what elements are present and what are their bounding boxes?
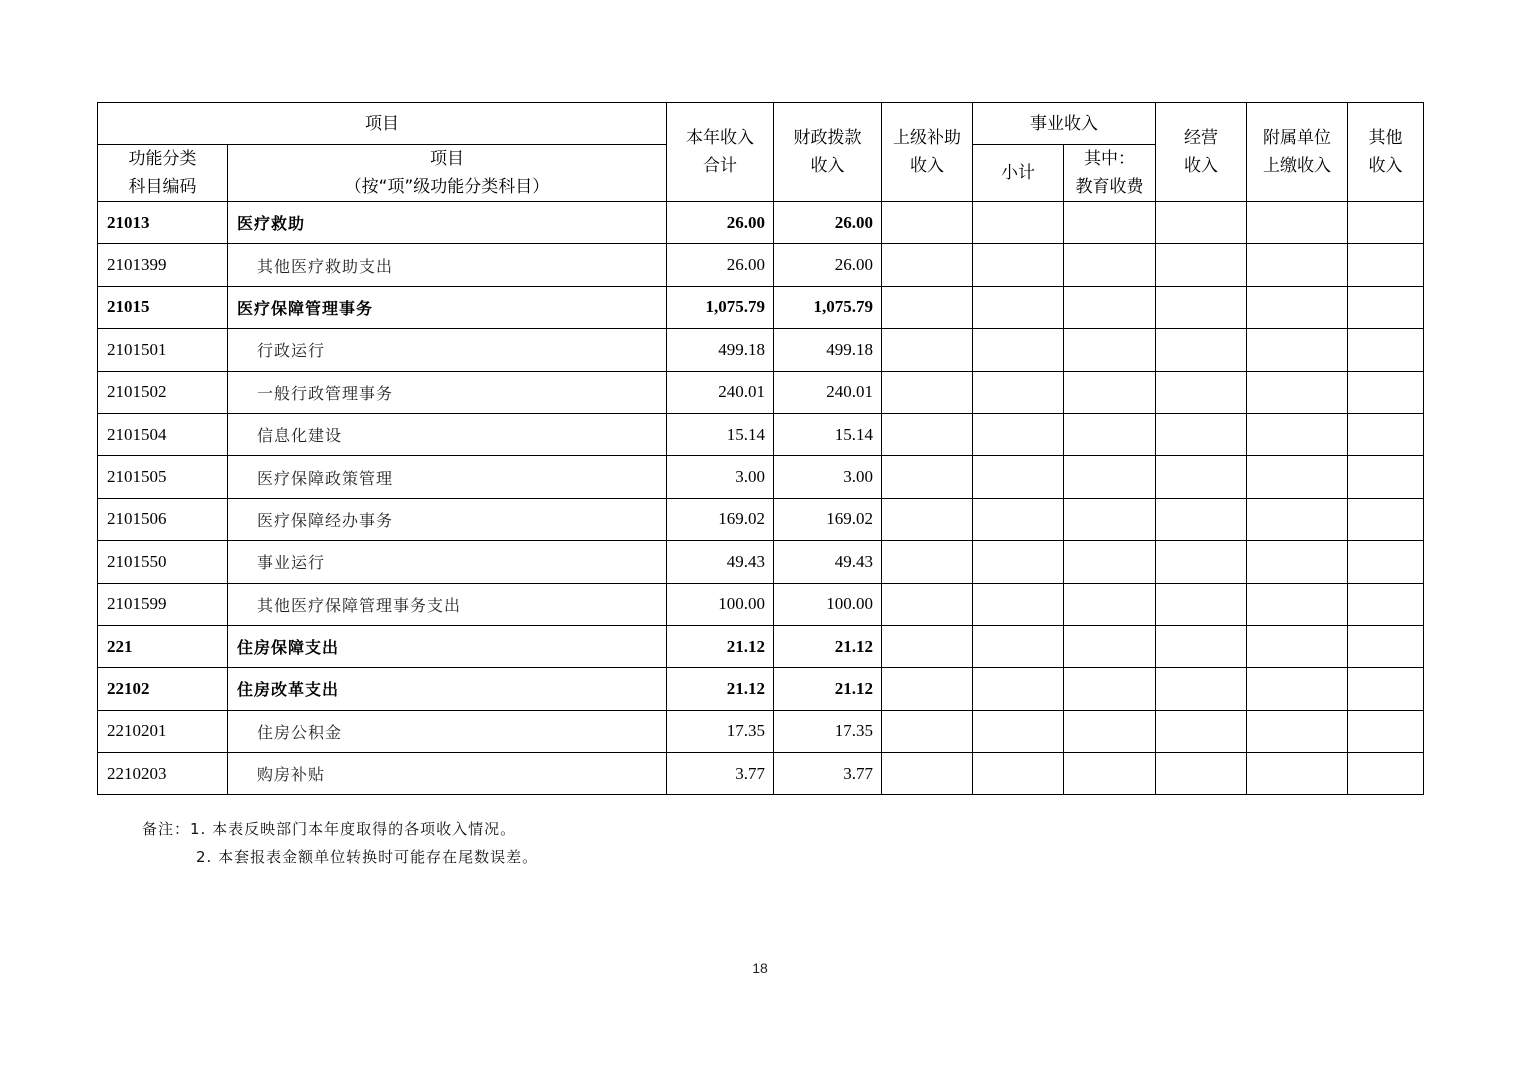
fiscal-allocation-cell: 100.00 [774,583,882,625]
code-cell: 2101505 [98,456,228,498]
table-row [98,244,1424,286]
education-fees-cell [1064,583,1156,625]
code-cell: 21015 [98,286,228,328]
item-name-cell: 住房改革支出 [228,668,667,710]
total-income-cell: 49.43 [667,541,774,583]
table-row [98,329,1424,371]
subtotal-cell [973,456,1064,498]
other-income-cell [1348,286,1424,328]
table-row [98,413,1424,455]
total-income-cell: 169.02 [667,498,774,540]
total-income-cell: 240.01 [667,371,774,413]
affiliated-units-cell [1247,710,1348,752]
superior-subsidy-cell [882,753,973,795]
operating-income-cell [1156,668,1247,710]
table-row [98,456,1424,498]
total-income-cell: 3.00 [667,456,774,498]
total-income-cell: 26.00 [667,202,774,244]
education-fees-cell [1064,456,1156,498]
header-superior-subsidy: 上级补助 收入 [882,103,973,202]
page-number: 18 [752,960,768,976]
fiscal-allocation-cell: 26.00 [774,244,882,286]
table-row [98,625,1424,667]
affiliated-units-cell [1247,668,1348,710]
superior-subsidy-cell [882,456,973,498]
total-income-cell: 499.18 [667,329,774,371]
affiliated-units-cell [1247,456,1348,498]
table-row [98,668,1424,710]
note-line-1: 备注：1. 本表反映部门本年度取得的各项收入情况。 [142,820,517,838]
fiscal-allocation-cell: 1,075.79 [774,286,882,328]
item-name-cell: 医疗保障政策管理 [228,456,667,498]
subtotal-cell [973,329,1064,371]
header-item-group: 项目 [98,103,667,145]
fiscal-allocation-cell: 26.00 [774,202,882,244]
operating-income-cell [1156,456,1247,498]
item-name-cell: 住房保障支出 [228,625,667,667]
code-cell: 2101399 [98,244,228,286]
notes [142,815,538,871]
note-line-2: 2. 本套报表金额单位转换时可能存在尾数误差。 [196,848,539,866]
other-income-cell [1348,753,1424,795]
subtotal-cell [973,583,1064,625]
header-education-fees: 其中： 教育收费 [1064,145,1156,202]
table-row [98,286,1424,328]
table-row [98,583,1424,625]
other-income-cell [1348,202,1424,244]
fiscal-allocation-cell: 15.14 [774,413,882,455]
education-fees-cell [1064,498,1156,540]
operating-income-cell [1156,541,1247,583]
superior-subsidy-cell [882,710,973,752]
total-income-cell: 3.77 [667,753,774,795]
code-cell: 2101502 [98,371,228,413]
header-affiliated-units: 附属单位 上缴收入 [1247,103,1348,202]
other-income-cell [1348,541,1424,583]
affiliated-units-cell [1247,625,1348,667]
other-income-cell [1348,329,1424,371]
code-cell: 21013 [98,202,228,244]
total-income-cell: 21.12 [667,625,774,667]
education-fees-cell [1064,753,1156,795]
affiliated-units-cell [1247,753,1348,795]
affiliated-units-cell [1247,371,1348,413]
table-row [98,202,1424,244]
education-fees-cell [1064,329,1156,371]
affiliated-units-cell [1247,541,1348,583]
fiscal-allocation-cell: 21.12 [774,668,882,710]
affiliated-units-cell [1247,498,1348,540]
item-name-cell: 事业运行 [228,541,667,583]
subtotal-cell [973,541,1064,583]
item-name-cell: 住房公积金 [228,710,667,752]
table-row [98,371,1424,413]
other-income-cell [1348,244,1424,286]
affiliated-units-cell [1247,286,1348,328]
superior-subsidy-cell [882,371,973,413]
operating-income-cell [1156,286,1247,328]
operating-income-cell [1156,753,1247,795]
header-operating-income: 经营 收入 [1156,103,1247,202]
code-cell: 2101599 [98,583,228,625]
other-income-cell [1348,583,1424,625]
table-body [98,202,1424,795]
fiscal-allocation-cell: 3.00 [774,456,882,498]
code-cell: 2101506 [98,498,228,540]
operating-income-cell [1156,371,1247,413]
fiscal-allocation-cell: 49.43 [774,541,882,583]
operating-income-cell [1156,329,1247,371]
total-income-cell: 1,075.79 [667,286,774,328]
superior-subsidy-cell [882,498,973,540]
education-fees-cell [1064,244,1156,286]
total-income-cell: 100.00 [667,583,774,625]
superior-subsidy-cell [882,413,973,455]
education-fees-cell [1064,413,1156,455]
education-fees-cell [1064,541,1156,583]
fiscal-allocation-cell: 3.77 [774,753,882,795]
table-row [98,753,1424,795]
fiscal-allocation-cell: 499.18 [774,329,882,371]
education-fees-cell [1064,286,1156,328]
operating-income-cell [1156,625,1247,667]
fiscal-allocation-cell: 169.02 [774,498,882,540]
code-cell: 2210203 [98,753,228,795]
item-name-cell: 行政运行 [228,329,667,371]
header-fiscal-allocation: 财政拨款 收入 [774,103,882,202]
total-income-cell: 15.14 [667,413,774,455]
operating-income-cell [1156,498,1247,540]
affiliated-units-cell [1247,244,1348,286]
header-total-income: 本年收入 合计 [667,103,774,202]
income-table [97,102,1424,795]
header-item-name: 项目 （按“项”级功能分类科目） [228,145,667,202]
item-name-cell: 其他医疗救助支出 [228,244,667,286]
other-income-cell [1348,456,1424,498]
education-fees-cell [1064,625,1156,667]
other-income-cell [1348,668,1424,710]
subtotal-cell [973,498,1064,540]
subtotal-cell [973,668,1064,710]
header-func-code: 功能分类 科目编码 [98,145,228,202]
operating-income-cell [1156,710,1247,752]
subtotal-cell [973,202,1064,244]
operating-income-cell [1156,244,1247,286]
affiliated-units-cell [1247,329,1348,371]
subtotal-cell [973,286,1064,328]
other-income-cell [1348,710,1424,752]
education-fees-cell [1064,202,1156,244]
superior-subsidy-cell [882,244,973,286]
code-cell: 2101501 [98,329,228,371]
item-name-cell: 一般行政管理事务 [228,371,667,413]
other-income-cell [1348,371,1424,413]
superior-subsidy-cell [882,668,973,710]
code-cell: 2210201 [98,710,228,752]
superior-subsidy-cell [882,541,973,583]
fiscal-allocation-cell: 240.01 [774,371,882,413]
affiliated-units-cell [1247,413,1348,455]
table-row [98,498,1424,540]
total-income-cell: 26.00 [667,244,774,286]
code-cell: 221 [98,625,228,667]
subtotal-cell [973,371,1064,413]
item-name-cell: 其他医疗保障管理事务支出 [228,583,667,625]
superior-subsidy-cell [882,329,973,371]
total-income-cell: 21.12 [667,668,774,710]
education-fees-cell [1064,710,1156,752]
superior-subsidy-cell [882,286,973,328]
header-business-income: 事业收入 [973,103,1156,145]
item-name-cell: 医疗保障管理事务 [228,286,667,328]
table-row [98,710,1424,752]
affiliated-units-cell [1247,583,1348,625]
header-subtotal: 小计 [973,145,1064,202]
subtotal-cell [973,625,1064,667]
subtotal-cell [973,413,1064,455]
affiliated-units-cell [1247,202,1348,244]
subtotal-cell [973,753,1064,795]
fiscal-allocation-cell: 17.35 [774,710,882,752]
other-income-cell [1348,625,1424,667]
code-cell: 22102 [98,668,228,710]
subtotal-cell [973,710,1064,752]
education-fees-cell [1064,668,1156,710]
item-name-cell: 医疗救助 [228,202,667,244]
subtotal-cell [973,244,1064,286]
total-income-cell: 17.35 [667,710,774,752]
operating-income-cell [1156,202,1247,244]
code-cell: 2101504 [98,413,228,455]
superior-subsidy-cell [882,202,973,244]
other-income-cell [1348,498,1424,540]
item-name-cell: 医疗保障经办事务 [228,498,667,540]
operating-income-cell [1156,413,1247,455]
education-fees-cell [1064,371,1156,413]
item-name-cell: 信息化建设 [228,413,667,455]
superior-subsidy-cell [882,625,973,667]
header-other-income: 其他 收入 [1348,103,1424,202]
other-income-cell [1348,413,1424,455]
superior-subsidy-cell [882,583,973,625]
item-name-cell: 购房补贴 [228,753,667,795]
table-row [98,541,1424,583]
code-cell: 2101550 [98,541,228,583]
operating-income-cell [1156,583,1247,625]
fiscal-allocation-cell: 21.12 [774,625,882,667]
